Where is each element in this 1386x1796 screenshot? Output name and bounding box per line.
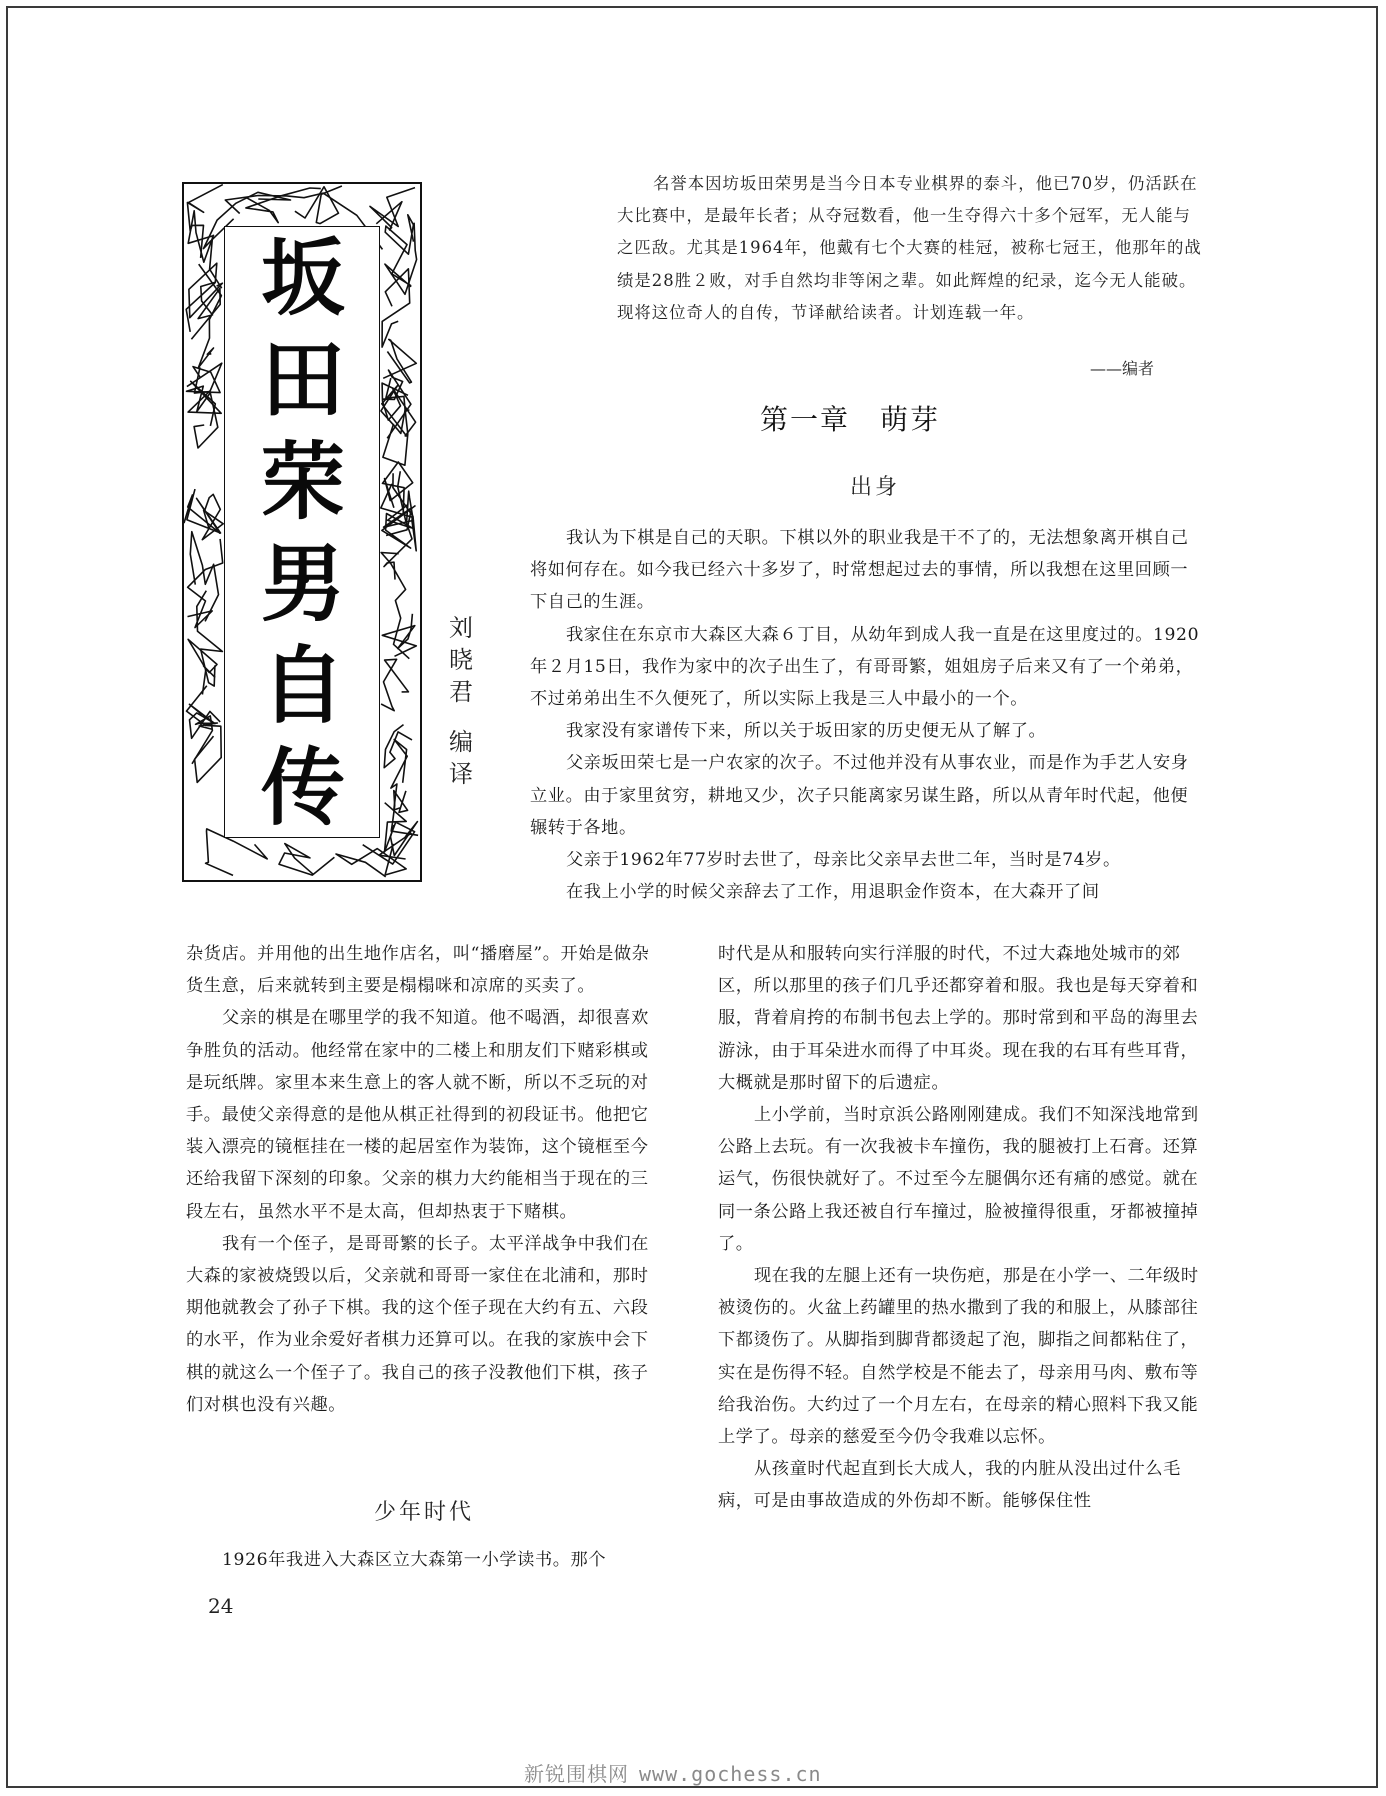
paragraph: 时代是从和服转向实行洋服的时代，不过大森地处城市的郊区，所以那里的孩子们几乎还都穿着和服。我也是每天穿着和服，背着肩挎的布制书包去上学的。那时常到和平岛的海里去游泳，由于耳朵进水而得了中耳炎。现在我的右耳有些耳背，大概就是那时留下的后遗症。 <box>718 944 1199 1093</box>
title-box <box>182 182 422 882</box>
title-inner-panel <box>224 226 380 838</box>
main-text-top <box>530 522 1205 908</box>
paragraph: 父亲坂田荣七是一户农家的次子。不过他并没有从事农业，而是作为手艺人安身立业。由于家里贫穷，耕地又少，次子只能离家另谋生路，所以从青年时代起，他便辗转于各地。 <box>530 753 1189 838</box>
footer-url: www.gochess.cn <box>639 1762 822 1786</box>
translator-credit <box>444 612 478 790</box>
section-heading-childhood: 少年时代 <box>374 1500 475 1525</box>
title-char-1: 坂 <box>260 229 345 327</box>
paragraph: 我家没有家谱传下来，所以关于坂田家的历史便无从了解了。 <box>566 721 1047 742</box>
paragraph: 从孩童时代起直到长大成人，我的内脏从没出过什么毛病，可是由事故造成的外伤却不断。能够保住性 <box>718 1459 1181 1512</box>
translator-char: 君 <box>449 678 473 706</box>
editor-signature: ——编者 <box>1090 359 1155 378</box>
title-char-3: 荣 <box>260 433 345 531</box>
left-column <box>186 938 666 1421</box>
footer-site-name: 新锐围棋网 <box>524 1762 629 1786</box>
paragraph: 父亲的棋是在哪里学的我不知道。他不喝酒，却很喜欢争胜负的活动。他经常在家中的二楼上和朋友们下赌彩棋或是玩纸牌。家里本来生意上的客人就不断，所以不乏玩的对手。最使父亲得意的是他从棋正社得到的初段证书。他把它装入漂亮的镜框挂在一楼的起居室作为装饰，这个镜框至今还给我留下深刻的印象。父亲的棋力大约能相当于现在的三段左右，虽然水平不是太高，但却热衷于下赌棋。 <box>186 1008 649 1222</box>
title-char-2: 田 <box>260 331 345 429</box>
right-column <box>718 938 1205 1518</box>
intro-paragraph: 名誉本因坊坂田荣男是当今日本专业棋界的泰斗，他已70岁，仍活跃在大比赛中，是最年长者；从夺冠数看，他一生夺得六十多个冠军，无人能与之匹敌。尤其是1964年，他戴有七个大赛的桂冠，被称七冠王，他那年的战绩是28胜２败，对手自然均非等闲之辈。如此辉煌的纪录，迄今无人能破。现将这位奇人的自传，节译献给读者。计划连载一年。 <box>617 174 1202 322</box>
paragraph: 1926年我进入大森区立大森第一小学读书。那个 <box>222 1550 607 1570</box>
section-heading-origin: 出身 <box>850 475 901 500</box>
paragraph: 杂货店。并用他的出生地作店名，叫“播磨屋”。开始是做杂货生意，后来就转到主要是榻榻咪和凉席的买卖了。 <box>186 944 650 997</box>
translator-role-char: 编 <box>449 728 473 756</box>
paragraph: 在我上小学的时候父亲辞去了工作，用退职金作资本，在大森开了间 <box>566 882 1100 903</box>
chapter-title: 第一章 萌芽 <box>760 403 941 436</box>
paragraph: 上小学前，当时京浜公路刚刚建成。我们不知深浅地常到公路上去玩。有一次我被卡车撞伤，我的腿被打上石膏。还算运气，伤很快就好了。不过至今左腿偶尔还有痛的感觉。就在同一条公路上我还被自行车撞过，脸被撞得很重，牙都被撞掉了。 <box>718 1105 1199 1254</box>
paragraph: 我有一个侄子，是哥哥繁的长子。太平洋战争中我们在大森的家被烧毁以后，父亲就和哥哥一家住在北浦和，那时期他就教会了孙子下棋。我的这个侄子现在大约有五、六段的水平，作为业余爱好者棋力还算可以。在我的家族中会下棋的就这么一个侄子了。我自己的孩子没教他们下棋，孩子们对棋也没有兴趣。 <box>186 1233 649 1415</box>
translator-char: 刘 <box>449 614 473 642</box>
paragraph: 我认为下棋是自己的天职。下棋以外的职业我是干不了的，无法想象离开棋自己将如何存在。如今我已经六十多岁了，时常想起过去的事情，所以我想在这里回顾一下自己的生涯。 <box>530 528 1189 613</box>
title-char-4: 男 <box>260 535 345 633</box>
translator-role-char: 译 <box>449 760 473 788</box>
title-char-6: 传 <box>260 739 345 837</box>
title-char-5: 自 <box>260 637 345 735</box>
footer-watermark <box>524 1758 822 1787</box>
paragraph: 父亲于1962年77岁时去世了，母亲比父亲早去世二年，当时是74岁。 <box>566 850 1121 871</box>
left-column-bottom <box>186 1544 666 1576</box>
paragraph: 我家住在东京市大森区大森６丁目，从幼年到成人我一直是在这里度过的。1920年２月15日，我作为家中的次子出生了，有哥哥繁，姐姐房子后来又有了一个弟弟，不过弟弟出生不久便死了，所以实际上我是三人中最小的一个。 <box>530 624 1200 710</box>
page-number: 24 <box>208 1594 234 1618</box>
editor-introduction <box>617 168 1205 329</box>
paragraph: 现在我的左腿上还有一块伤疤，那是在小学一、二年级时被烫伤的。火盆上药罐里的热水撒到了我的和服上，从膝部往下都烫伤了。从脚指到脚背都烫起了泡，脚指之间都粘住了，实在是伤得不轻。自然学校是不能去了，母亲用马肉、敷布等给我治伤。大约过了一个月左右，在母亲的精心照料下我又能上学了。母亲的慈爱至今仍令我难以忘怀。 <box>718 1266 1199 1448</box>
translator-char: 晓 <box>449 646 473 674</box>
